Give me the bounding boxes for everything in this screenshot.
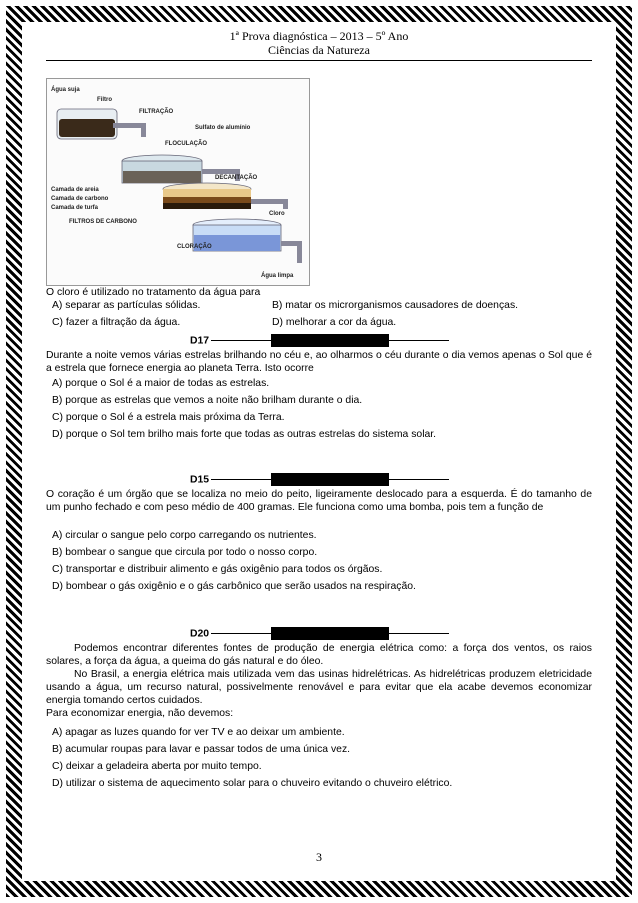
label-decantacao: DECANTAÇÃO — [215, 175, 258, 181]
divider — [389, 479, 449, 480]
label-turfa: Camada de turfa — [51, 205, 99, 211]
question-code: D17 — [190, 335, 210, 347]
label-areia: Camada de areia — [51, 187, 99, 193]
d17-option-b[interactable]: B) porque as estrelas que vemos a noite não brilham durante o dia. — [52, 395, 363, 406]
q-cloro-option-c[interactable]: C) fazer a filtração da água. — [52, 317, 181, 328]
d15-option-d[interactable]: D) bombear o gás oxigênio e o gás carbônico que serão usados na respiração. — [52, 581, 416, 592]
header-rule — [46, 60, 592, 61]
header-title: 1ª Prova diagnóstica – 2013 – 5º Ano — [229, 29, 409, 43]
divider — [211, 340, 271, 341]
question-code: D15 — [190, 474, 210, 486]
divider — [211, 633, 271, 634]
d20-paragraph-1: Podemos encontrar diferentes fontes de produção de energia elétrica como: a força dos ventos, os raios solares, a força da água, a queima do gás natural e do óleo. — [46, 643, 592, 667]
q-cloro-option-d[interactable]: D) melhorar a cor da água. — [272, 317, 397, 328]
divider — [389, 340, 449, 341]
d20-text — [46, 642, 592, 720]
label-cloracao: CLORAÇÃO — [177, 244, 212, 250]
d20-stem: Para economizar energia, não devemos: — [46, 708, 234, 719]
page-number: 3 — [316, 850, 322, 864]
label-agua-limpa: Água limpa — [261, 273, 294, 279]
label-agua-suja: Água suja — [51, 87, 80, 93]
redaction-bar — [271, 473, 389, 486]
label-filtro: Filtro — [97, 97, 112, 103]
divider — [211, 479, 271, 480]
d20-paragraph-2: No Brasil, a energia elétrica mais utilizada vem das usinas hidrelétricas. As hidrelétricas produzem eletricidade usando a água, um recurso natural, possivelmente renovável e para evitar que ela acabe devemos economizar energia tomando certos cuidados. — [46, 669, 592, 706]
d17-option-a[interactable]: A) porque o Sol é a maior de todas as estrelas. — [52, 378, 270, 389]
label-floculacao: FLOCULAÇÃO — [165, 141, 207, 147]
d20-option-c[interactable]: C) deixar a geladeira aberta por muito tempo. — [52, 761, 262, 772]
d17-option-d[interactable]: D) porque o Sol tem brilho mais forte que todas as outras estrelas do sistema solar. — [52, 429, 437, 440]
question-code: D20 — [190, 628, 210, 640]
label-filtros-carbono: FILTROS DE CARBONO — [69, 219, 137, 225]
q-cloro-option-a[interactable]: A) separar as partículas sólidas. — [52, 300, 201, 311]
water-treatment-figure — [46, 78, 310, 286]
q-cloro-stem: O cloro é utilizado no tratamento da água para — [46, 287, 261, 298]
water-treatment-diagram — [47, 79, 309, 285]
label-carbono: Camada de carbono — [51, 196, 109, 202]
label-sulfato: Sulfato de alumínio — [195, 125, 251, 131]
d15-option-c[interactable]: C) transportar e distribuir alimento e gás oxigênio para todos os órgãos. — [52, 564, 383, 575]
redaction-bar — [271, 334, 389, 347]
d17-option-c[interactable]: C) porque o Sol é a estrela mais próxima da Terra. — [52, 412, 285, 423]
question-id-d20 — [190, 627, 449, 640]
q-cloro-option-b[interactable]: B) matar os microrganismos causadores de doenças. — [272, 300, 519, 311]
question-id-d15 — [190, 473, 449, 486]
redaction-bar — [271, 627, 389, 640]
d15-option-b[interactable]: B) bombear o sangue que circula por todo o nosso corpo. — [52, 547, 318, 558]
page-header — [46, 29, 592, 57]
d20-option-d[interactable]: D) utilizar o sistema de aquecimento solar para o chuveiro evitando o chuveiro elétrico. — [52, 778, 453, 789]
label-filtracao: FILTRAÇÃO — [139, 109, 174, 115]
d15-stem: O coração é um órgão que se localiza no meio do peito, ligeiramente deslocado para a esquerda. É do tamanho de um punho fechado e com peso médio de 400 gramas. Ele funciona como uma bomba, pois tem a função de — [46, 489, 592, 513]
label-cloro: Cloro — [269, 211, 285, 217]
d20-option-a[interactable]: A) apagar as luzes quando for ver TV e ao deixar um ambiente. — [52, 727, 345, 738]
header-subtitle: Ciências da Natureza — [268, 43, 370, 57]
divider — [389, 633, 449, 634]
question-id-d17 — [190, 334, 449, 347]
d20-option-b[interactable]: B) acumular roupas para lavar e passar todos de uma única vez. — [52, 744, 351, 755]
d15-option-a[interactable]: A) circular o sangue pelo corpo carregando os nutrientes. — [52, 530, 317, 541]
d17-stem: Durante a noite vemos várias estrelas brilhando no céu e, ao olharmos o céu durante o dia vemos apenas o Sol que é a estrela que fornece energia ao planeta Terra. Isto ocorre — [46, 350, 592, 374]
